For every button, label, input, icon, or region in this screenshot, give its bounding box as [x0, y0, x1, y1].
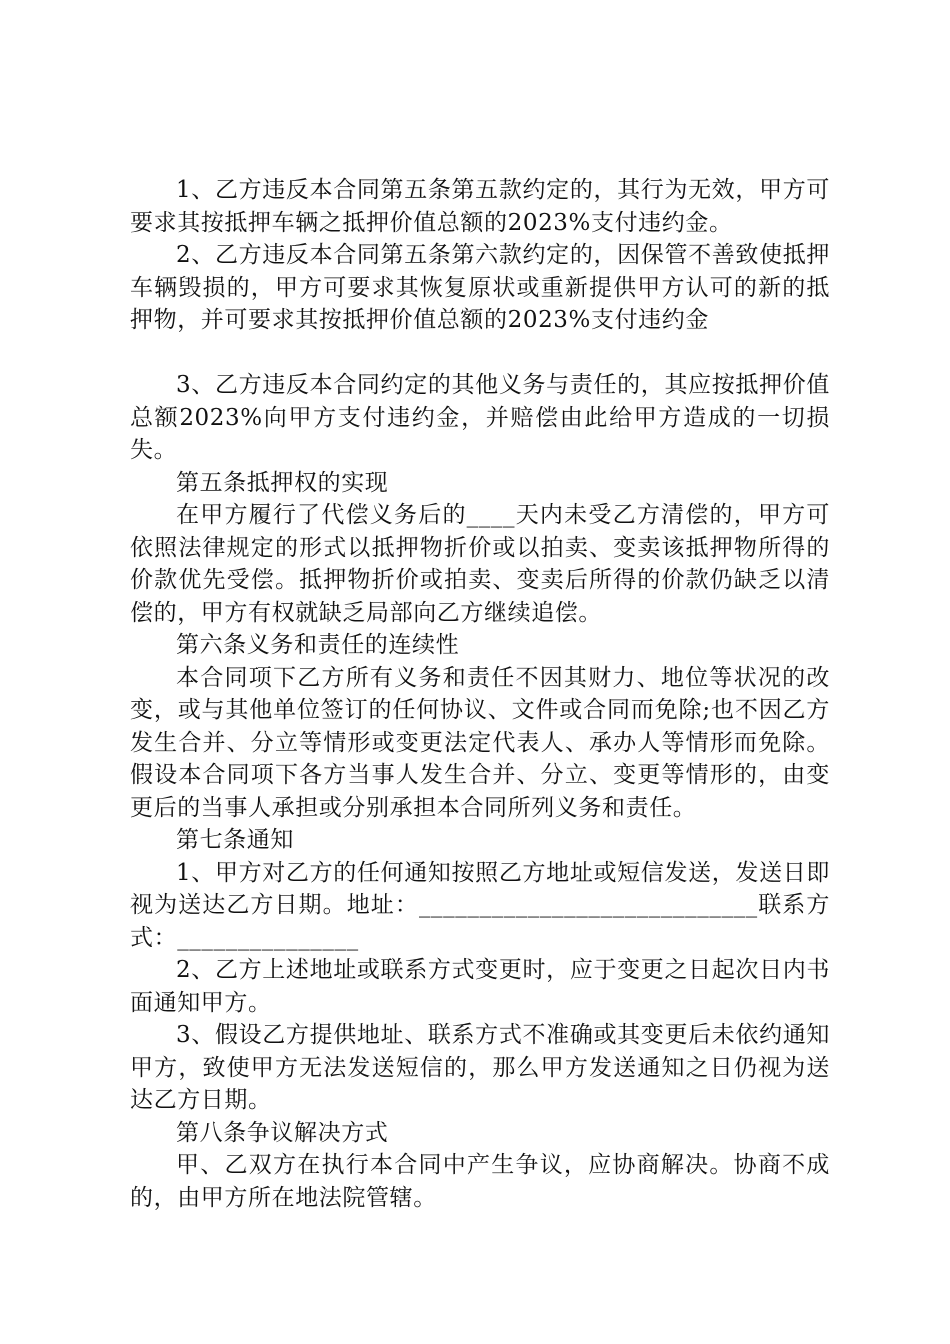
- section-heading-6: 第六条义务和责任的连续性: [176, 632, 460, 658]
- section-heading-5: 第五条抵押权的实现: [176, 469, 389, 496]
- paragraph-clause-1: 1、乙方违反本合同第五条第五款约定的，其行为无效，甲方可要求其按抵押车辆之抵押价值总额的2023%支付违约金。: [130, 177, 830, 236]
- paragraph-notice-1: 1、甲方对乙方的任何通知按照乙方地址或短信发送，发送日即视为送达乙方日期。地址：____________________________联系方式：_______________: [130, 859, 830, 951]
- paragraph-section-8: 甲、乙双方在执行本合同中产生争议，应协商解决。协商不成的，由甲方所在地法院管辖。: [130, 1152, 830, 1211]
- paragraph-notice-3: 3、假设乙方提供地址、联系方式不准确或其变更后未依约通知甲方，致使甲方无法发送短信的，那么甲方发送通知之日仍视为送达乙方日期。: [130, 1022, 830, 1113]
- section-heading-8: 第八条争议解决方式: [176, 1119, 389, 1146]
- paragraph-section-5: 在甲方履行了代偿义务后的____天内未受乙方清偿的，甲方可依照法律规定的形式以抵押物折价或以拍卖、变卖该抵押物所得的价款优先受偿。抵押物折价或拍卖、变卖后所得的价款仍缺乏以清偿的，甲方有权就缺乏局部向乙方继续追偿。: [130, 502, 830, 626]
- paragraph-clause-2: 2、乙方违反本合同第五条第六款约定的，因保管不善致使抵押车辆毁损的，甲方可要求其恢复原状或重新提供甲方认可的新的抵押物，并可要求其按抵押价值总额的2023%支付违约金: [130, 242, 830, 333]
- paragraph-clause-3: 3、乙方违反本合同约定的其他义务与责任的，其应按抵押价值总额2023%向甲方支付违约金，并赔偿由此给甲方造成的一切损失。: [130, 372, 830, 463]
- section-heading-7: 第七条通知: [176, 827, 294, 853]
- paragraph-section-6: 本合同项下乙方所有义务和责任不因其财力、地位等状况的改变，或与其他单位签订的任何协议、文件或合同而免除;也不因乙方发生合并、分立等情形或变更法定代表人、承办人等情形而免除。假设本合同项下各方当事人发生合并、分立、变更等情形的，由变更后的当事人承担或分别承担本合同所列义务和责任。: [130, 664, 830, 821]
- blank-line: [130, 337, 830, 370]
- paragraph-notice-2: 2、乙方上述地址或联系方式变更时，应于变更之日起次日内书面通知甲方。: [130, 957, 830, 1016]
- document-page: [130, 174, 830, 1214]
